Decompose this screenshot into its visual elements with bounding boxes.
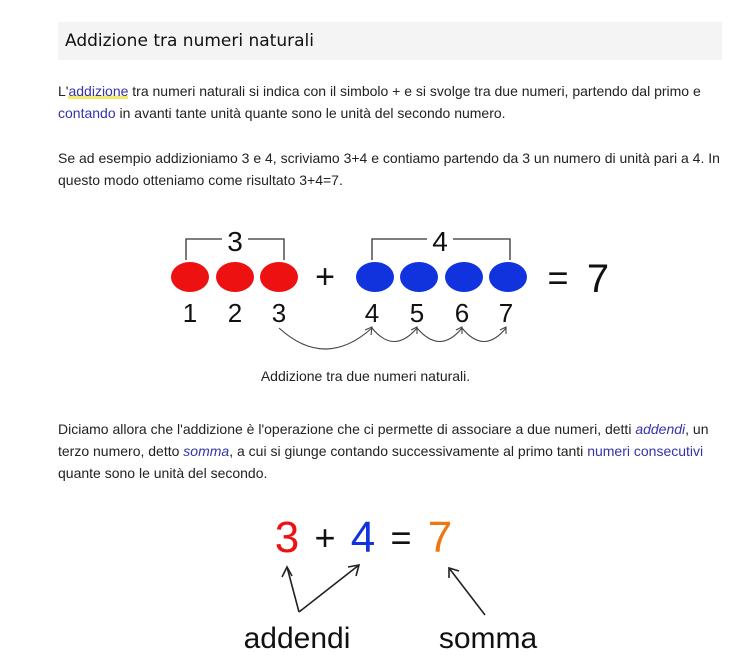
bracket-label-4: 4 xyxy=(432,226,448,257)
number-label: 6 xyxy=(454,298,470,328)
addition-terms-figure xyxy=(220,505,560,662)
label-addendi: addendi xyxy=(243,622,351,655)
bracket-label-3: 3 xyxy=(227,226,243,257)
plus-sign: + xyxy=(315,258,335,296)
paragraph-intro xyxy=(58,80,724,124)
number-label: 7 xyxy=(498,298,514,328)
text: Diciamo allora che l'addizione è l'operazione che ci permette di associare a due numeri, detti xyxy=(58,421,636,437)
link-numeri-consecutivi[interactable]: numeri consecutivi xyxy=(587,443,704,459)
plus-sign: + xyxy=(314,517,336,558)
figure-caption: Addizione tra due numeri naturali. xyxy=(260,368,471,384)
arc-arrowheads xyxy=(365,327,506,335)
blue-dot-4 xyxy=(489,262,527,292)
blue-dot-1 xyxy=(356,262,394,292)
number-label: 5 xyxy=(409,298,425,328)
result-number: 7 xyxy=(586,257,610,301)
addition-number-line-figure xyxy=(160,220,620,360)
text: , un terzo numero, detto xyxy=(58,421,709,459)
link-contando[interactable]: contando xyxy=(58,105,116,121)
text: tra numeri naturali si indica con il simbolo + e si svolge tra due numeri, partendo dal primo e xyxy=(128,83,701,99)
equals-sign: = xyxy=(547,257,569,298)
link-addendi[interactable]: addendi xyxy=(635,421,686,437)
blue-dot-2 xyxy=(400,262,438,292)
link-somma[interactable]: somma xyxy=(183,443,230,459)
paragraph-definition xyxy=(58,418,724,484)
text: , a cui si giunge contando successivamente al primo tanti xyxy=(229,443,588,459)
text: L' xyxy=(58,83,69,99)
addend-4: 4 xyxy=(350,513,376,562)
red-dot-3 xyxy=(260,262,298,292)
section-heading: Addizione tra numeri naturali xyxy=(58,22,722,60)
red-dot-1 xyxy=(171,262,209,292)
sum-7: 7 xyxy=(427,513,453,562)
equals-sign: = xyxy=(390,517,412,558)
number-label: 2 xyxy=(227,298,243,328)
label-somma: somma xyxy=(438,622,538,655)
counting-arcs xyxy=(279,328,506,349)
addend-3: 3 xyxy=(274,513,300,562)
pointer-arrows xyxy=(282,565,485,615)
number-label: 1 xyxy=(182,298,198,328)
link-addizione[interactable]: addizione xyxy=(68,83,129,99)
text: in avanti tante unità quante sono le unità del secondo numero. xyxy=(115,105,506,121)
blue-dot-3 xyxy=(445,262,483,292)
number-label: 3 xyxy=(271,298,287,328)
number-label: 4 xyxy=(364,298,380,328)
text: quante sono le unità del secondo. xyxy=(58,465,268,481)
paragraph-example: Se ad esempio addizioniamo 3 e 4, scriviamo 3+4 e contiamo partendo da 3 un numero di unità pari a 4. In questo modo otteniamo come risultato 3+4=7. xyxy=(58,150,720,188)
red-dot-2 xyxy=(216,262,254,292)
